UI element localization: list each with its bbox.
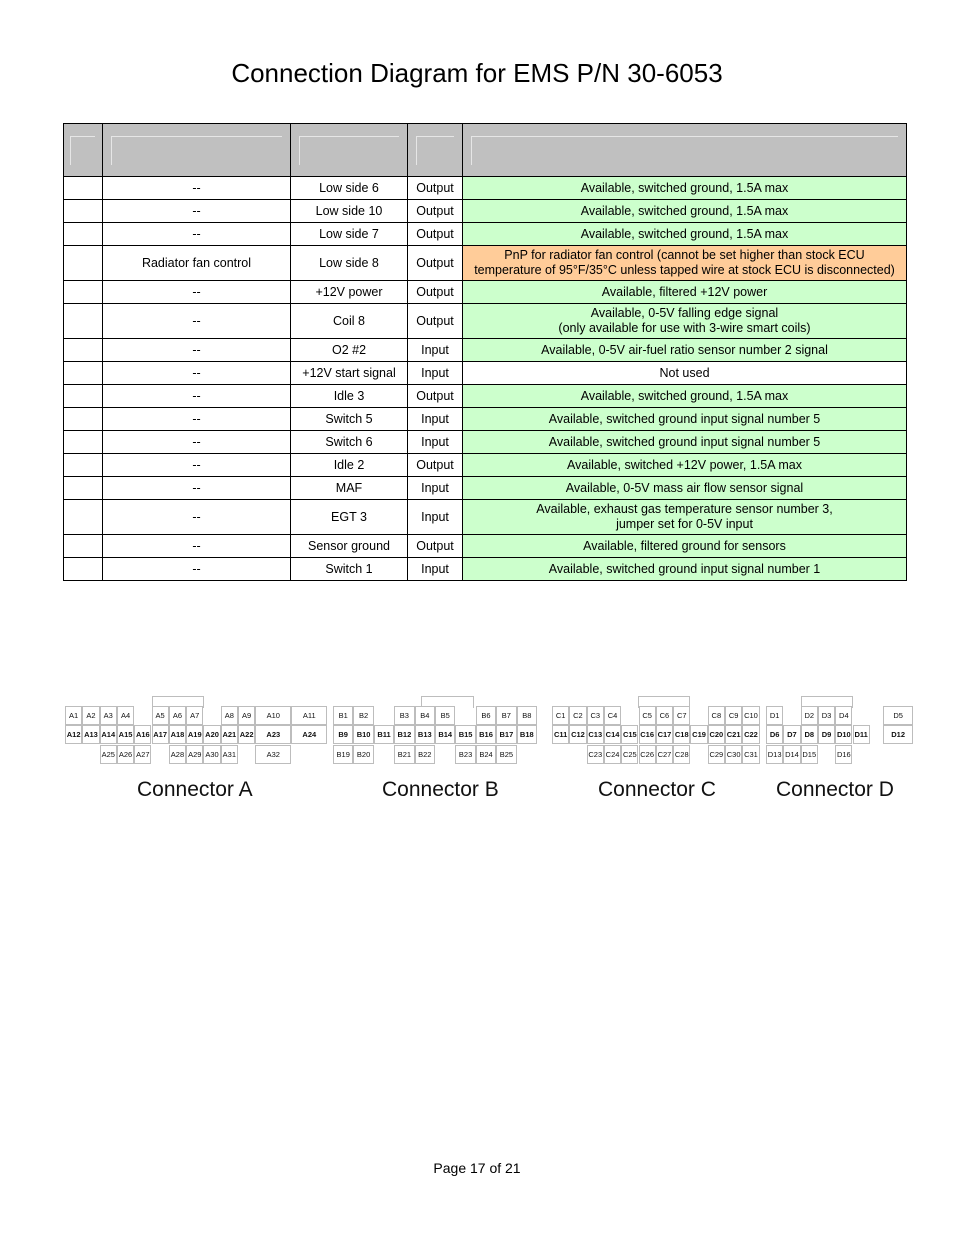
connector-pin: B16 [476, 725, 496, 744]
connector-pin: A31 [221, 745, 238, 764]
connector-pin: C23 [587, 745, 604, 764]
stock-function-cell: -- [103, 500, 291, 535]
ems-function-cell: Low side 7 [291, 223, 408, 246]
connector-pin: B4 [415, 706, 435, 725]
connector-pin: C17 [656, 725, 673, 744]
connector-pin: B5 [435, 706, 455, 725]
connector-pin: C4 [604, 706, 621, 725]
stock-function-cell: -- [103, 454, 291, 477]
connector-pin: B23 [455, 745, 475, 764]
ems-function-cell: EGT 3 [291, 500, 408, 535]
connector-diagram [0, 690, 954, 810]
table-row [64, 385, 907, 408]
stock-function-cell: -- [103, 535, 291, 558]
connector-pin: A13 [82, 725, 99, 744]
connector-label: Connector A [137, 778, 253, 801]
description-line: Available, switched ground, 1.5A max [580, 180, 789, 195]
pin-cell [64, 339, 103, 362]
connector-pin: A10 [255, 706, 291, 725]
ems-function-cell: Low side 6 [291, 177, 408, 200]
ems-function-cell: MAF [291, 477, 408, 500]
connector-pin: A1 [65, 706, 82, 725]
table-row [64, 454, 907, 477]
stock-function-cell: -- [103, 281, 291, 304]
ems-function-cell: O2 #2 [291, 339, 408, 362]
connector-pin: D4 [835, 706, 852, 725]
connector-pin: A9 [238, 706, 255, 725]
connector-pin: B2 [353, 706, 373, 725]
table-row [64, 535, 907, 558]
connector-pin: D9 [818, 725, 835, 744]
table-row [64, 500, 907, 535]
ems-function-cell: Switch 5 [291, 408, 408, 431]
header-cell-io [408, 124, 463, 177]
connector-pin: A23 [255, 725, 291, 744]
connector-pin: D12 [883, 725, 913, 744]
pin-cell [64, 500, 103, 535]
pin-cell [64, 454, 103, 477]
connector-pin: C5 [639, 706, 656, 725]
page-footer: Page 17 of 21 [433, 1160, 521, 1176]
connector-pin: D13 [766, 745, 783, 764]
connector-pin: C3 [587, 706, 604, 725]
description-line: PnP for radiator fan control (cannot be set higher than stock ECU [504, 248, 865, 262]
pin-cell [64, 177, 103, 200]
stock-function-cell: -- [103, 339, 291, 362]
table-row [64, 362, 907, 385]
connector-pin: D5 [883, 706, 913, 725]
io-cell: Input [408, 339, 463, 362]
connector-pin: A15 [117, 725, 134, 744]
connector-pin: C15 [621, 725, 638, 744]
connector-pin: C24 [604, 745, 621, 764]
description-cell [463, 431, 907, 454]
connector-pin: B6 [476, 706, 496, 725]
connector-pin: B20 [353, 745, 373, 764]
table-row [64, 223, 907, 246]
table-row [64, 477, 907, 500]
pin-cell [64, 281, 103, 304]
header-cell-stock [103, 124, 291, 177]
connector-pin: A11 [291, 706, 327, 725]
pin-cell [64, 408, 103, 431]
pin-cell [64, 385, 103, 408]
description-cell [463, 339, 907, 362]
pin-cell [64, 246, 103, 281]
io-cell: Output [408, 385, 463, 408]
connector-pin: A27 [134, 745, 151, 764]
table-row [64, 200, 907, 223]
pin-cell [64, 304, 103, 339]
connector-pin: C11 [552, 725, 569, 744]
ems-function-cell: Low side 10 [291, 200, 408, 223]
connector-pin: A29 [186, 745, 203, 764]
connector-pin: B12 [394, 725, 414, 744]
stock-function-cell: -- [103, 385, 291, 408]
header-cell-function [291, 124, 408, 177]
table-row [64, 246, 907, 281]
io-cell: Output [408, 246, 463, 281]
connector-label: Connector C [598, 778, 716, 801]
io-cell: Input [408, 558, 463, 581]
connector-pin: D7 [783, 725, 800, 744]
connector-pin: C19 [690, 725, 707, 744]
table-body [64, 177, 907, 581]
connector-pin: B7 [496, 706, 516, 725]
connector-pin: A18 [169, 725, 186, 744]
connector-pin: A30 [203, 745, 220, 764]
description-line: jumper set for 0-5V input [616, 517, 753, 531]
io-cell: Output [408, 304, 463, 339]
connector-pin: B22 [415, 745, 435, 764]
connector-pin: D11 [853, 725, 870, 744]
ems-function-cell: +12V power [291, 281, 408, 304]
connector-pin: B13 [415, 725, 435, 744]
io-cell: Input [408, 477, 463, 500]
connector-pin: C2 [569, 706, 586, 725]
table-row [64, 558, 907, 581]
connector-pin: D8 [801, 725, 818, 744]
stock-function-cell: Radiator fan control [103, 246, 291, 281]
description-cell [463, 223, 907, 246]
description-cell [463, 558, 907, 581]
connector-pin: A17 [152, 725, 169, 744]
pin-cell [64, 535, 103, 558]
description-line: Available, switched ground, 1.5A max [580, 226, 789, 241]
description-line: Available, switched ground input signal number 5 [548, 434, 821, 449]
connector-pin: A4 [117, 706, 134, 725]
connector-pin: A5 [152, 706, 169, 725]
description-cell [463, 385, 907, 408]
description-line: Available, switched ground input signal number 5 [548, 411, 821, 426]
connector-pin: C1 [552, 706, 569, 725]
connector-pin: C6 [656, 706, 673, 725]
io-cell: Input [408, 408, 463, 431]
connector-pin: C8 [708, 706, 725, 725]
io-cell: Input [408, 500, 463, 535]
connector-pin: B24 [476, 745, 496, 764]
pin-cell [64, 431, 103, 454]
pinout-table [63, 123, 907, 581]
description-cell [463, 200, 907, 223]
connector-pin: B14 [435, 725, 455, 744]
ems-function-cell: Low side 8 [291, 246, 408, 281]
connector-pin: B10 [353, 725, 373, 744]
connector-pin: A20 [203, 725, 220, 744]
connector-pin: B18 [517, 725, 537, 744]
stock-function-cell: -- [103, 477, 291, 500]
connector-pin: C21 [725, 725, 742, 744]
description-line: Available, 0-5V mass air flow sensor signal [565, 480, 804, 495]
description-cell [463, 304, 907, 339]
description-cell [463, 454, 907, 477]
connector-pin: A24 [291, 725, 327, 744]
header-cell-description [463, 124, 907, 177]
description-cell [463, 281, 907, 304]
stock-function-cell: -- [103, 558, 291, 581]
connector-pin: D2 [801, 706, 818, 725]
connector-pin: B1 [333, 706, 353, 725]
table-row [64, 408, 907, 431]
connector-pin: A19 [186, 725, 203, 744]
connector-pin: C9 [725, 706, 742, 725]
pin-cell [64, 477, 103, 500]
connector-pin: A8 [221, 706, 238, 725]
connector-pin: D10 [835, 725, 852, 744]
stock-function-cell: -- [103, 408, 291, 431]
description-cell [463, 177, 907, 200]
stock-function-cell: -- [103, 304, 291, 339]
table-row [64, 339, 907, 362]
ems-function-cell: Switch 6 [291, 431, 408, 454]
connector-pin: B17 [496, 725, 516, 744]
connector-pin: B15 [455, 725, 475, 744]
description-cell [463, 535, 907, 558]
stock-function-cell: -- [103, 200, 291, 223]
connector-pin: C10 [742, 706, 759, 725]
description-line: Available, switched ground input signal number 1 [548, 561, 821, 576]
description-cell [463, 362, 907, 385]
connector-pin: C27 [656, 745, 673, 764]
connector-pin: D14 [783, 745, 800, 764]
connector-label: Connector D [776, 778, 894, 801]
connector-pin: C30 [725, 745, 742, 764]
pin-cell [64, 223, 103, 246]
ems-function-cell: Sensor ground [291, 535, 408, 558]
description-line: Available, switched +12V power, 1.5A max [567, 457, 802, 472]
connector-pin: B3 [394, 706, 414, 725]
connector-pin: B19 [333, 745, 353, 764]
connector-pin: B25 [496, 745, 516, 764]
connector-pin: A7 [186, 706, 203, 725]
connector-pin: A21 [221, 725, 238, 744]
pin-cell [64, 200, 103, 223]
ems-function-cell: Idle 2 [291, 454, 408, 477]
pin-cell [64, 558, 103, 581]
connector-pin: A3 [100, 706, 117, 725]
description-line: Available, switched ground, 1.5A max [580, 203, 789, 218]
connector-pin: B9 [333, 725, 353, 744]
connector-pin: A2 [82, 706, 99, 725]
ems-function-cell: Coil 8 [291, 304, 408, 339]
description-line: Available, exhaust gas temperature sensor number 3, [536, 502, 833, 516]
connector-pin: A25 [100, 745, 117, 764]
connector-pin: C22 [742, 725, 759, 744]
connector-pin: A26 [117, 745, 134, 764]
description-line: Not used [659, 365, 710, 380]
description-cell [463, 500, 907, 535]
ems-function-cell: Switch 1 [291, 558, 408, 581]
pin-cell [64, 362, 103, 385]
connector-pin: A12 [65, 725, 82, 744]
connector-label: Connector B [382, 778, 499, 801]
connector-pin: A22 [238, 725, 255, 744]
io-cell: Input [408, 431, 463, 454]
io-cell: Output [408, 200, 463, 223]
table-header-row [64, 124, 907, 177]
connector-pin: C13 [587, 725, 604, 744]
connector-pin: B21 [394, 745, 414, 764]
description-line: Available, 0-5V air-fuel ratio sensor number 2 signal [541, 342, 828, 357]
io-cell: Output [408, 177, 463, 200]
ems-function-cell: Idle 3 [291, 385, 408, 408]
connector-pin: D1 [766, 706, 783, 725]
connector-pin: C16 [639, 725, 656, 744]
stock-function-cell: -- [103, 362, 291, 385]
connector-pin: A14 [100, 725, 117, 744]
connector-pin: C7 [673, 706, 690, 725]
connector-pin: C20 [708, 725, 725, 744]
description-cell [463, 477, 907, 500]
connector-pin: C12 [569, 725, 586, 744]
connector-pin: B11 [374, 725, 394, 744]
description-line: (only available for use with 3-wire smart coils) [558, 321, 811, 335]
table-row [64, 431, 907, 454]
description-cell [463, 246, 907, 281]
stock-function-cell: -- [103, 177, 291, 200]
io-cell: Output [408, 454, 463, 477]
io-cell: Input [408, 362, 463, 385]
description-line: Available, switched ground, 1.5A max [580, 388, 789, 403]
connector-pin: C29 [708, 745, 725, 764]
table-row [64, 281, 907, 304]
description-line: Available, filtered +12V power [601, 284, 768, 299]
stock-function-cell: -- [103, 431, 291, 454]
connector-pin: A16 [134, 725, 151, 744]
description-line: temperature of 95°F/35°C unless tapped wire at stock ECU is disconnected) [474, 263, 895, 277]
connector-pin: C31 [742, 745, 759, 764]
io-cell: Output [408, 535, 463, 558]
description-cell [463, 408, 907, 431]
table-row [64, 177, 907, 200]
connector-pin: D15 [801, 745, 818, 764]
connector-pin: C18 [673, 725, 690, 744]
stock-function-cell: -- [103, 223, 291, 246]
description-line: Available, 0-5V falling edge signal [590, 306, 779, 320]
connector-pin: C28 [673, 745, 690, 764]
connector-pin: A28 [169, 745, 186, 764]
table-row [64, 304, 907, 339]
description-line: Available, filtered ground for sensors [583, 538, 786, 553]
io-cell: Output [408, 281, 463, 304]
page-title: Connection Diagram for EMS P/N 30-6053 [231, 58, 723, 88]
connector-pin: B8 [517, 706, 537, 725]
connector-pin: A32 [255, 745, 291, 764]
header-cell-pin [64, 124, 103, 177]
connector-pin: C26 [639, 745, 656, 764]
connector-pin: D6 [766, 725, 783, 744]
io-cell: Output [408, 223, 463, 246]
connector-pin: A6 [169, 706, 186, 725]
connector-pin: C14 [604, 725, 621, 744]
connector-pin: D16 [835, 745, 852, 764]
connector-pin: D3 [818, 706, 835, 725]
connector-pin: C25 [621, 745, 638, 764]
ems-function-cell: +12V start signal [291, 362, 408, 385]
